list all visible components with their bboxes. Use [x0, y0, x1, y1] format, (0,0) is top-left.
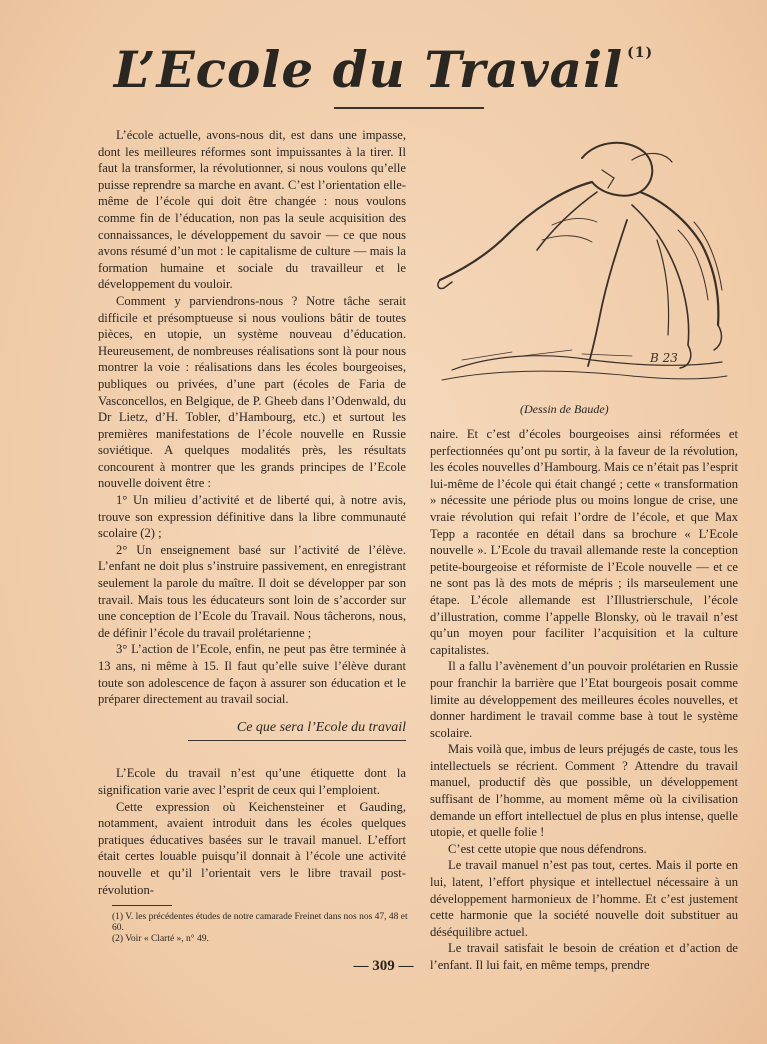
- footnote: (2) Voir « Clarté », n° 49.: [112, 934, 209, 944]
- paragraph: 3° L’action de l’Ecole, enfin, ne peut pas être terminée à 13 ans, ni même à 15. Il faut qu’elle suive l’élève durant toute son adolescence de façon à assurer son éducation et le préparer directement au travail social.: [98, 642, 406, 707]
- footnote: (1) V. les précédentes études de notre camarade Freinet dans nos nos 47, 48 et 60.: [112, 912, 408, 933]
- footnote-divider: [112, 905, 172, 906]
- paragraph: Cette expression où Keichensteiner et Gauding, notamment, avaient introduit dans les écoles quelques pratiques éducatives basées sur le travail manuel. L’effort était certes louable puisqu’il donnait à l’école une activité nouvelle et qu’il l’orientait vers le libre travail post-révolution-: [98, 799, 406, 897]
- worker-sketch-illustration: [432, 130, 732, 395]
- right-column: [430, 426, 738, 974]
- paragraph: Comment y parviendrons-nous ? Notre tâche serait difficile et présomptueuse si nous voulions bâtir de toutes pièces, en utopie, un système nouveau d’éducation. Heureusement, de nombreuses réalisations sont là pour nous montrer la voie : réalisations dans les écoles bourgeoises, publiques ou privées, d’une part (écoles de Faria de Vasconcellos, en Belgique, de P. Gheeb dans l’Odenwald, du Dr Lietz, d’H. Tobler, d’Hambourg, etc.) et surtout les premières manifestations de l’école nouvelle en Russie soviétique. A quelques modalités près, les résultats concourent à montrer que les grands principes de l’Ecole nouvelle doivent être :: [98, 293, 406, 491]
- article-title-text: L’Ecole du Travail: [113, 40, 624, 99]
- section-heading: Ce que sera l’Ecole du travail: [188, 720, 406, 742]
- paragraph: L’Ecole du travail n’est qu’une étiquette dont la signification varie avec l’esprit de ceux qui l’emploient.: [98, 766, 406, 797]
- paragraph: L’école actuelle, avons-nous dit, est dans une impasse, dont les meilleures réformes sont impuissantes à la tirer. Il faut la transformer, la révolutionner, si nous voulons qu’elle puisse reprendre sa marche en avant. C’est l’orientation elle-même de l’école qui doit être changée : nous voulons comme fin de l’éducation, non pas la seule acquisition des connaissances, le développement du savoir — ce que nous avons résumé d’un mot : le capitalisme de culture — mais la formation humaine et sociale du travailleur et le développement du vouloir.: [98, 128, 406, 292]
- paragraph: Mais voilà que, imbus de leurs préjugés de caste, tous les intellectuels se récrient. Comment ? Attendre du travail manuel, productif dès que possible, un développement suffisant de l’homme, au moment même où la civilisation demande un effort intellectuel de plus en plus intense, quelle utopie, et quelle folie !: [430, 742, 738, 840]
- paragraph: naire. Et c’est d’écoles bourgeoises ainsi réformées et perfectionnées qu’ont pu sortir, à la faveur de la révolution, les écoles nouvelles d’Hambourg. Mais ce n’était pas l’esprit lui-même de l’école qui était changé ; cette « transformation » nécessite une période plus ou moins longue de crise, une vraie révolution qui refait l’ordre de l’école, et que Max Tepp a racontée en détail dans sa brochure « L’Ecole nouvelle ». L’Ecole du travail allemande reste la conception petite-bourgeoise et réformiste de l’Ecole nouvelle — et ce ne sont pas là des mots de mépris ; ils marseulement une étape. L’école allemande est l’Illustrierschule, l’école d’illustration, comme l’appelle Blonsky, où le travail n’est qu’un moyen pour faciliter l’acquisition et la culture capitalistes.: [430, 427, 738, 657]
- paragraph: C’est cette utopie que nous défendrons.: [448, 841, 647, 856]
- page-number: — 309 —: [353, 958, 414, 974]
- paragraph: Le travail manuel n’est pas tout, certes. Mais il porte en lui, latent, l’effort physique et intellectuel nécessaire à un développement harmonieux de l’homme. Et c’est justement cette harmonie que la société nouvelle doit substituer au déséquilibre actuel.: [430, 858, 738, 939]
- illustration-caption: (Dessin de Baude): [520, 402, 609, 416]
- paragraph: Il a fallu l’avènement d’un pouvoir prolétarien en Russie pour franchir la barrière que l’Etat bourgeois posait comme limite au développement des meilleures écoles nouvelles, et donner hardiment le travail comme base à tout le système scolaire.: [430, 659, 738, 740]
- paragraph: 2° Un enseignement basé sur l’activité de l’élève. L’enfant ne doit plus s’instruire passivement, en enregistrant seulement la parole du maître. Il doit se développer par son travail. Mais tous les éducateurs sont loin de s’accorder sur une conception de l’Ecole du Travail. Nous tâcherons, nous, de définir l’école du travail prolétarienne ;: [98, 542, 406, 640]
- artist-signature: B 23: [650, 351, 678, 365]
- title-footnote-marker: (1): [627, 45, 654, 61]
- left-column: [98, 127, 406, 898]
- paragraph: 1° Un milieu d’activité et de liberté qui, à notre avis, trouve son expression définitive dans la libre communauté scolaire (2) ;: [98, 493, 406, 541]
- footnotes: [112, 912, 412, 945]
- article-title: [0, 40, 767, 99]
- title-underline: [334, 107, 484, 109]
- paragraph: Le travail satisfait le besoin de création et d’action de l’enfant. Il lui fait, en même temps, prendre: [430, 941, 738, 972]
